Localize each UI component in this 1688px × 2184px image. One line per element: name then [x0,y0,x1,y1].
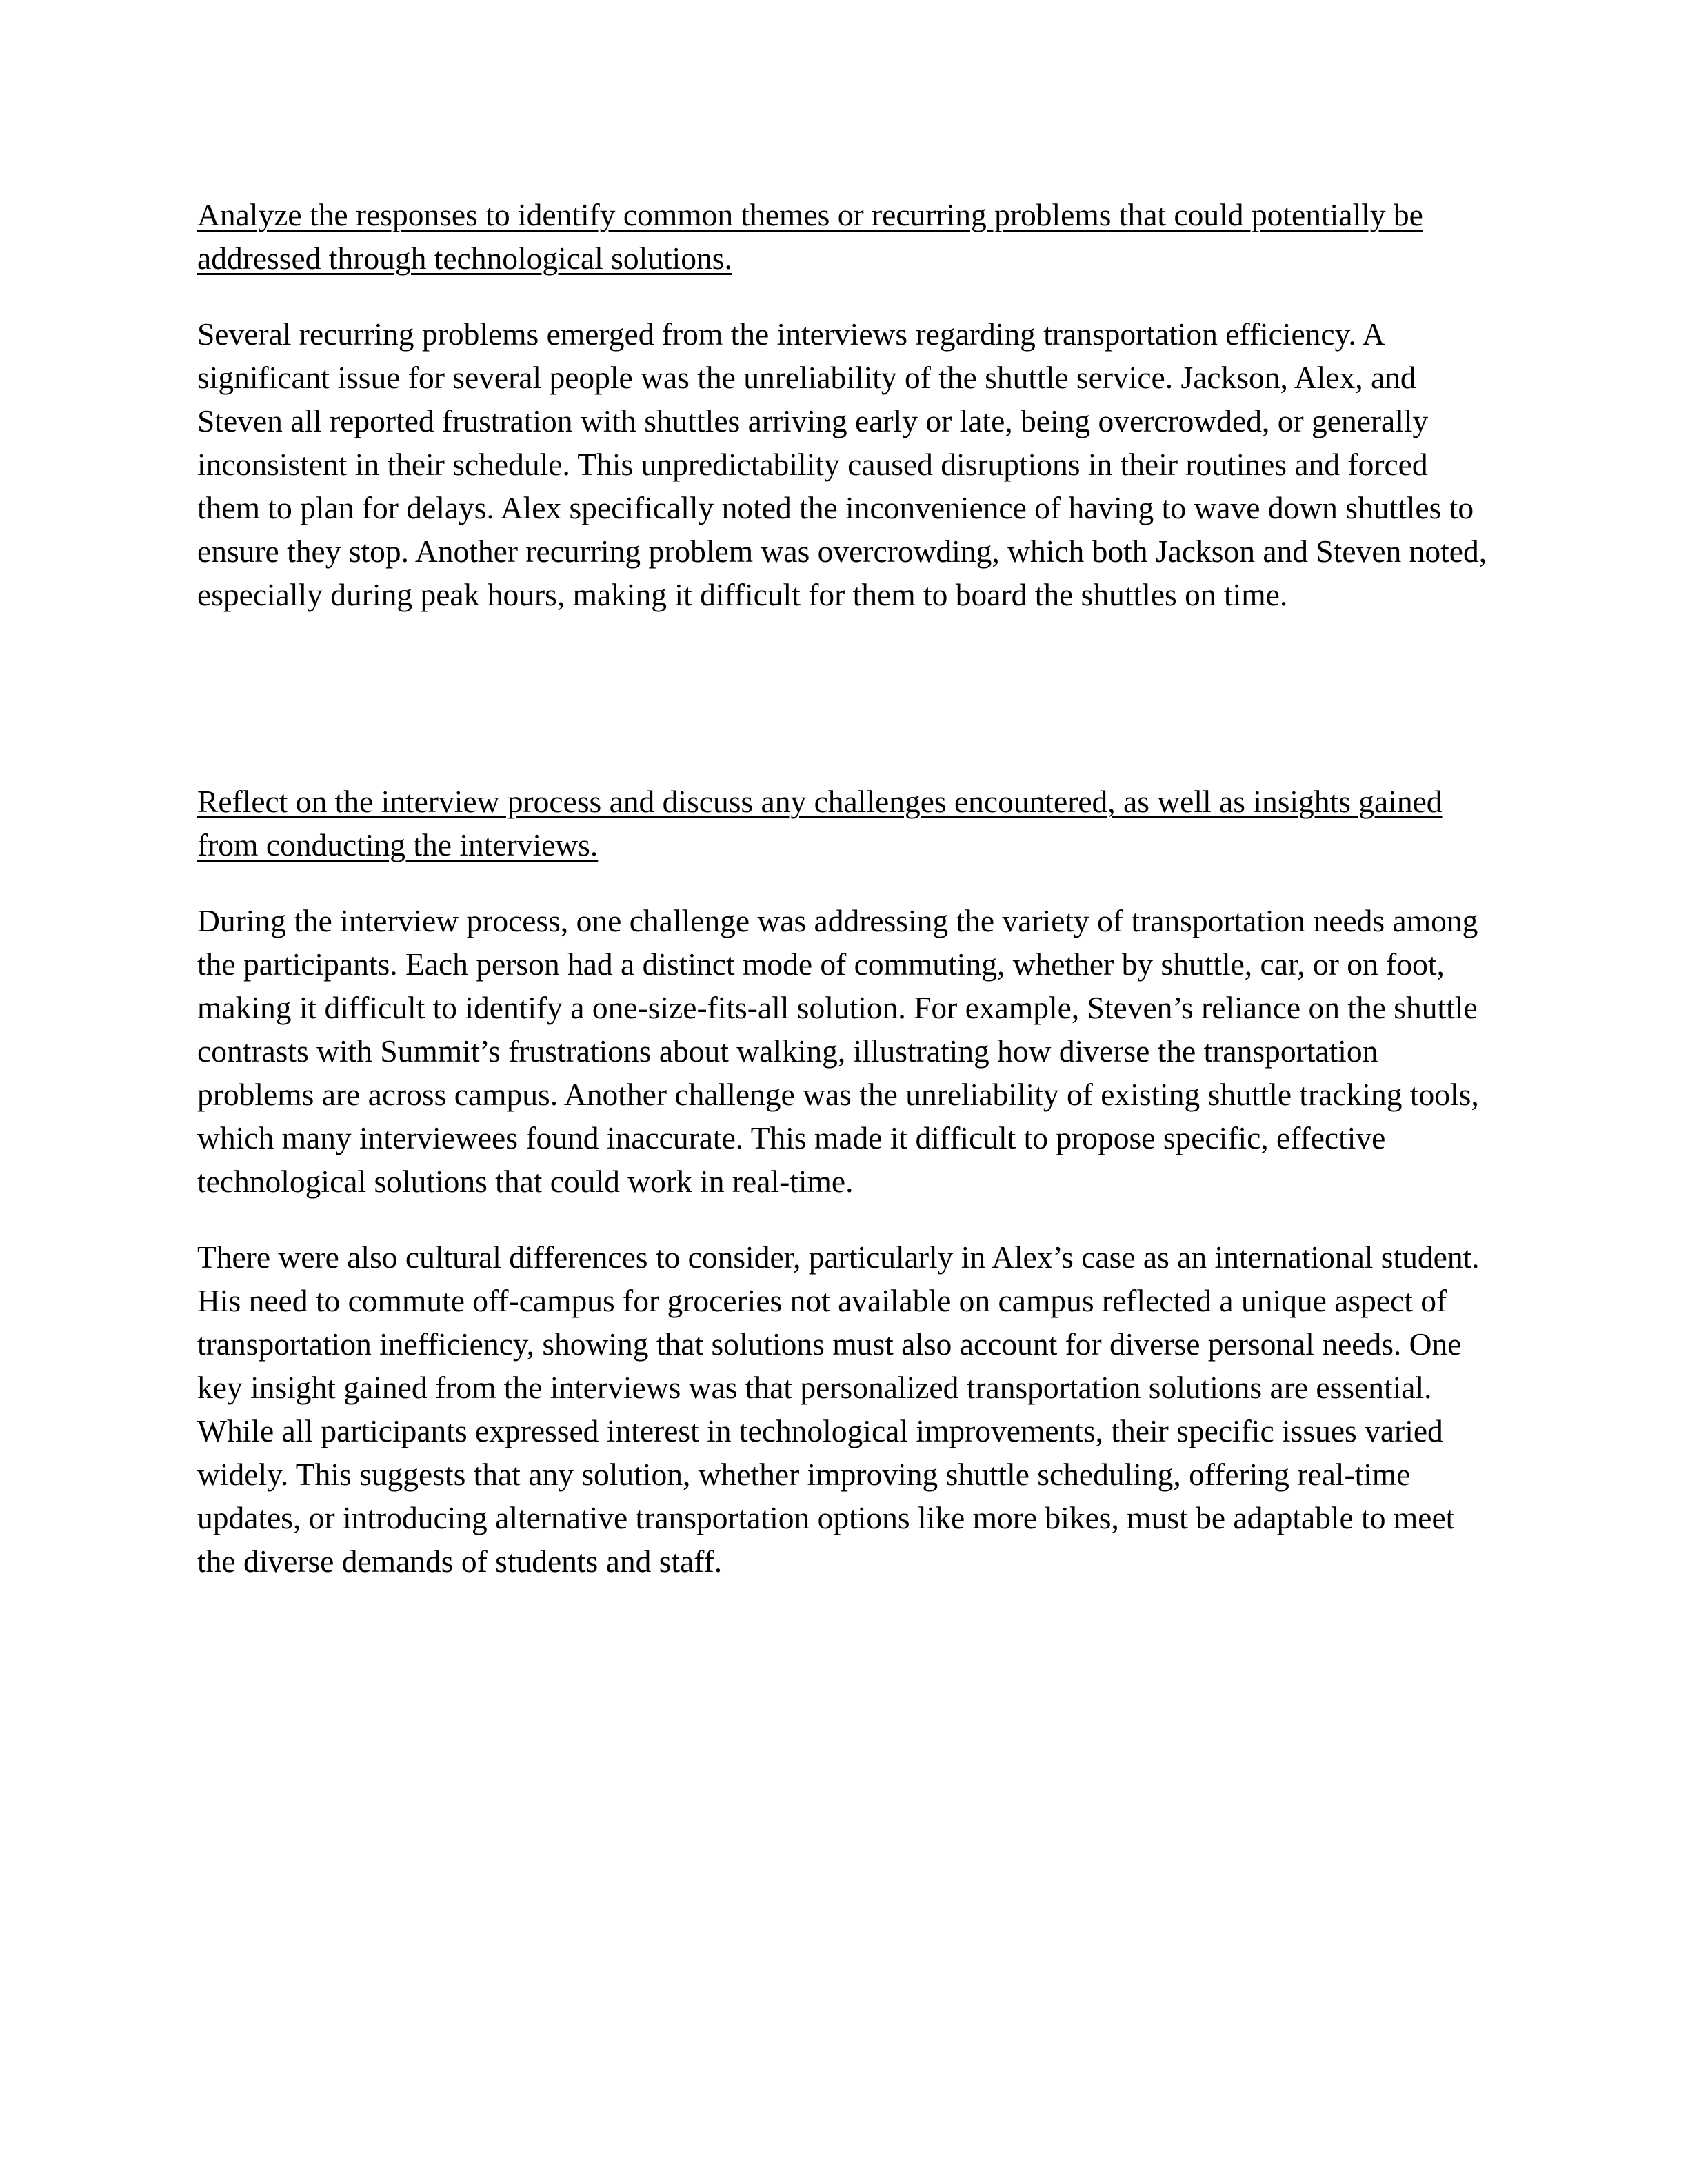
document-page [197,193,1494,1583]
body-paragraph: There were also cultural differences to consider, particularly in Alex’s case as an international student. His need to commute off-campus for groceries not available on campus reflected a unique aspect of transportation inefficiency, showing that solutions must also account for diverse personal needs. One key insight gained from the interviews was that personalized transportation solutions are essential. While all participants expressed interest in technological improvements, their specific issues varied widely. This suggests that any solution, whether improving shuttle scheduling, offering real-time updates, or introducing alternative transportation options like more bikes, must be adaptable to meet the diverse demands of students and staff. [197,1240,1480,1579]
section-common-themes [197,193,1494,616]
body-paragraph: Several recurring problems emerged from the interviews regarding transportation efficiency. A significant issue for several people was the unreliability of the shuttle service. Jackson, Alex, and Steven all reported frustration with shuttles arriving early or late, being overcrowded, or generally inconsistent in their schedule. This unpredictability caused disruptions in their routines and forced them to plan for delays. Alex specifically noted the inconvenience of having to wave down shuttles to ensure they stop. Another recurring problem was overcrowding, which both Jackson and Steven noted, especially during peak hours, making it difficult for them to board the shuttles on time. [197,316,1487,612]
section-heading: Reflect on the interview process and discuss any challenges encountered, as well as insights gained from conducting the interviews. [197,784,1443,862]
body-paragraph: During the interview process, one challenge was addressing the variety of transportation needs among the participants. Each person had a distinct mode of commuting, whether by shuttle, car, or on foot, making it difficult to identify a one-size-fits-all solution. For example, Steven’s reliance on the shuttle contrasts with Summit’s frustrations about walking, illustrating how diverse the transportation problems are across campus. Another challenge was the unreliability of existing shuttle tracking tools, which many interviewees found inaccurate. This made it difficult to propose specific, effective technological solutions that could work in real-time. [197,903,1479,1199]
section-heading: Analyze the responses to identify common themes or recurring problems that could potentially be addressed through technological solutions. [197,197,1423,276]
section-interview-reflection [197,780,1494,1583]
